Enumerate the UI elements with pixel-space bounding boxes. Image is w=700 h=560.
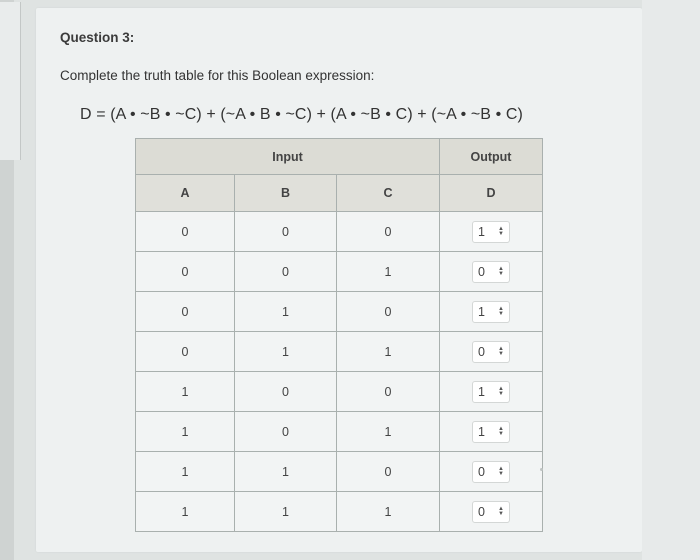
column-header-row	[136, 175, 543, 212]
cell-a: 1	[136, 372, 235, 412]
cell-d	[440, 492, 543, 532]
updown-chevron-icon: ▲ ▼	[498, 265, 504, 277]
output-d-value: 0	[478, 504, 485, 519]
table-row	[136, 252, 543, 292]
updown-chevron-icon: ▲ ▼	[498, 385, 504, 397]
cell-c: 1	[337, 492, 440, 532]
cell-b: 1	[235, 332, 337, 372]
output-d-select[interactable]	[472, 501, 510, 523]
group-header-row	[136, 139, 543, 175]
updown-chevron-icon: ▲ ▼	[498, 505, 504, 517]
cell-d	[440, 372, 543, 412]
cell-d	[440, 252, 543, 292]
right-background-strip	[642, 0, 700, 560]
cell-c: 0	[337, 292, 440, 332]
output-d-value: 0	[478, 344, 485, 359]
left-panel-edge	[0, 2, 21, 160]
cell-a: 0	[136, 292, 235, 332]
cell-a: 1	[136, 412, 235, 452]
cell-b: 1	[235, 492, 337, 532]
output-d-select[interactable]	[472, 421, 510, 443]
cell-c: 1	[337, 412, 440, 452]
truth-table-body	[136, 212, 543, 532]
column-header-d: D	[440, 175, 543, 212]
column-header-b: B	[235, 175, 337, 212]
updown-chevron-icon: ▲ ▼	[498, 425, 504, 437]
output-d-select[interactable]	[472, 461, 510, 483]
cell-d	[440, 292, 543, 332]
table-row	[136, 292, 543, 332]
cell-c: 1	[337, 332, 440, 372]
truth-table	[135, 138, 543, 532]
cell-a: 1	[136, 452, 235, 492]
output-d-select[interactable]	[472, 221, 510, 243]
cell-d	[440, 452, 543, 492]
table-row	[136, 492, 543, 532]
cell-c: 0	[337, 212, 440, 252]
output-d-value: 0	[478, 464, 485, 479]
cell-b: 0	[235, 372, 337, 412]
updown-chevron-icon: ▲ ▼	[498, 465, 504, 477]
updown-chevron-icon: ▲ ▼	[498, 225, 504, 237]
table-row	[136, 452, 543, 492]
updown-chevron-icon: ▲ ▼	[498, 305, 504, 317]
output-d-select[interactable]	[472, 301, 510, 323]
output-d-value: 1	[478, 304, 485, 319]
cell-b: 0	[235, 412, 337, 452]
output-d-value: 1	[478, 384, 485, 399]
output-d-select[interactable]	[472, 341, 510, 363]
cell-b: 0	[235, 212, 337, 252]
cell-b: 1	[235, 292, 337, 332]
question-prompt: Complete the truth table for this Boolean expression:	[60, 68, 375, 83]
column-header-c: C	[337, 175, 440, 212]
cell-d	[440, 332, 543, 372]
output-group-header: Output	[440, 139, 543, 175]
output-d-select[interactable]	[472, 261, 510, 283]
output-d-select[interactable]	[472, 381, 510, 403]
cell-b: 0	[235, 252, 337, 292]
table-row	[136, 372, 543, 412]
input-group-header: Input	[136, 139, 440, 175]
column-header-a: A	[136, 175, 235, 212]
cell-b: 1	[235, 452, 337, 492]
table-row	[136, 412, 543, 452]
cell-a: 0	[136, 332, 235, 372]
boolean-expression: D = (A • ~B • ~C) + (~A • B • ~C) + (A • ~B • C) + (~A • ~B • C)	[80, 106, 523, 123]
cell-c: 0	[337, 452, 440, 492]
output-d-value: 1	[478, 424, 485, 439]
cell-d	[440, 212, 543, 252]
cell-d	[440, 412, 543, 452]
table-row	[136, 212, 543, 252]
cell-c: 0	[337, 372, 440, 412]
output-d-value: 0	[478, 264, 485, 279]
cursor-dot	[540, 468, 543, 471]
cell-a: 0	[136, 252, 235, 292]
updown-chevron-icon: ▲ ▼	[498, 345, 504, 357]
question-title: Question 3:	[60, 30, 135, 45]
cell-a: 1	[136, 492, 235, 532]
cell-a: 0	[136, 212, 235, 252]
table-row	[136, 332, 543, 372]
output-d-value: 1	[478, 224, 485, 239]
cell-c: 1	[337, 252, 440, 292]
